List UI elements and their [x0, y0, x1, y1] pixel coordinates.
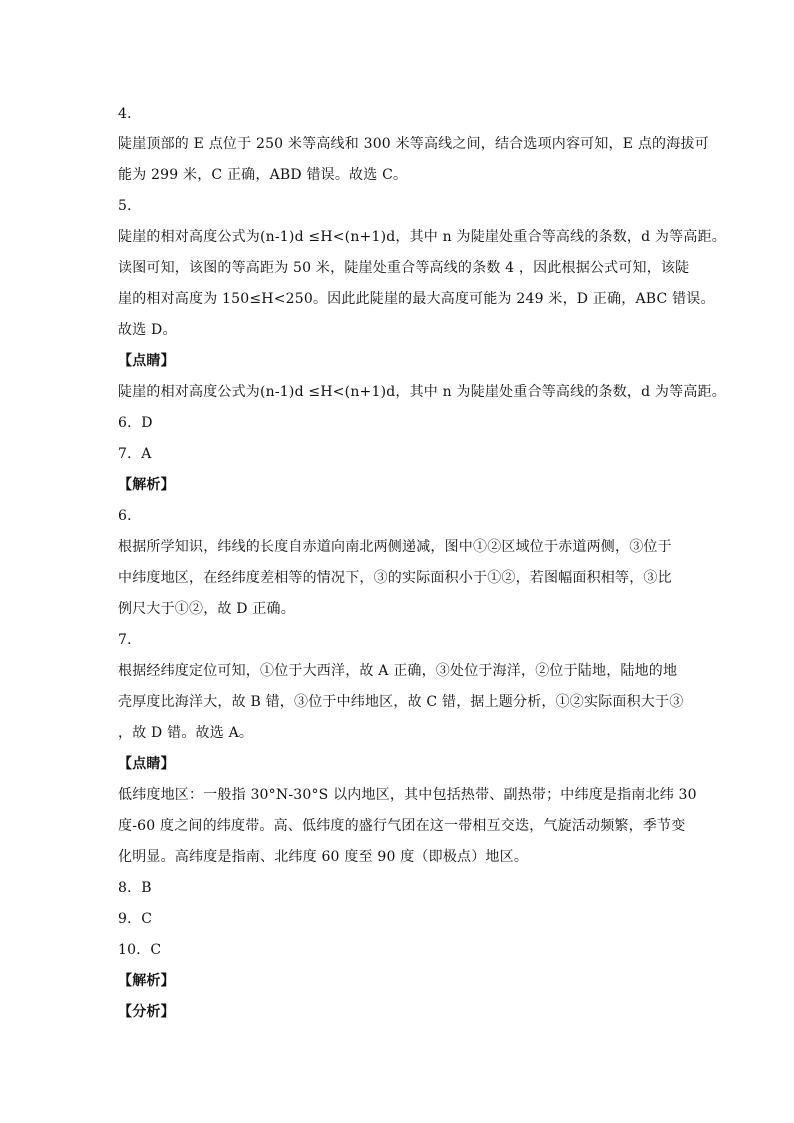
- section-heading-fenxi: 【分析】: [118, 1004, 175, 1020]
- text-line: 陡崖顶部的 E 点位于 250 米等高线和 300 米等高线之间，结合选项内容可知，E 点的海拔可: [118, 136, 709, 152]
- question-number-7: 7．: [118, 632, 142, 648]
- text-line: 根据所学知识，纬线的长度自赤道向南北两侧递减，图中①②区域位于赤道两侧，③位于: [118, 539, 672, 555]
- question-number-5: 5．: [118, 198, 142, 214]
- section-heading-dianjing: 【点睛】: [118, 353, 175, 369]
- section-heading-dianjing: 【点睛】: [118, 756, 175, 772]
- text-line: 壳厚度比海洋大，故 B 错，③位于中纬地区，故 C 错，据上题分析，①②实际面积大于③: [118, 694, 684, 710]
- text-line: 化明显。高纬度是指南、北纬度 60 度至 90 度（即极点）地区。: [118, 849, 529, 865]
- section-heading-jiexi: 【解析】: [118, 973, 175, 989]
- text-line: 度-60 度之间的纬度带。高、低纬度的盛行气团在这一带相互交迭，气旋活动频繁，季节变: [118, 818, 686, 834]
- answer-7: 7．A: [118, 446, 152, 462]
- section-heading-jiexi: 【解析】: [118, 477, 175, 493]
- text-line: 能为 299 米，C 正确，ABD 错误。故选 C。: [118, 167, 408, 183]
- text-line: 陡崖的相对高度公式为(n-1)d ≤H<(n+1)d，其中 n 为陡崖处重合等高线的条数，d 为等高距。: [118, 229, 726, 245]
- text-line: 低纬度地区：一般指 30°N-30°S 以内地区，其中包括热带、副热带；中纬度是指南北纬 30: [118, 787, 697, 803]
- answer-9: 9．C: [118, 911, 153, 927]
- answer-8: 8．B: [118, 880, 152, 896]
- text-line: 中纬度地区，在经纬度差相等的情况下，③的实际面积小于①②，若图幅面积相等，③比: [118, 570, 672, 586]
- text-line: 读图可知，该图的等高距为 50 米，陡崖处重合等高线的条数 4 ，因此根据公式可知，该陡: [118, 260, 690, 276]
- text-line: 崖的相对高度为 150≤H<250。因此此陡崖的最大高度可能为 249 米，D 正确，ABC 错误。: [118, 291, 715, 307]
- question-number-4: 4．: [118, 106, 142, 122]
- answer-6: 6．D: [118, 415, 153, 431]
- text-line: 陡崖的相对高度公式为(n-1)d ≤H<(n+1)d，其中 n 为陡崖处重合等高线的条数，d 为等高距。: [118, 384, 726, 400]
- text-line: ，故 D 错。故选 A。: [118, 725, 254, 741]
- question-number-6: 6．: [118, 508, 142, 524]
- text-line: 故选 D。: [118, 322, 177, 338]
- answer-10: 10．C: [118, 942, 162, 958]
- text-line: 例尺大于①②，故 D 正确。: [118, 601, 295, 617]
- text-line: 根据经纬度定位可知，①位于大西洋，故 A 正确，③处位于海洋，②位于陆地，陆地的地: [118, 663, 678, 679]
